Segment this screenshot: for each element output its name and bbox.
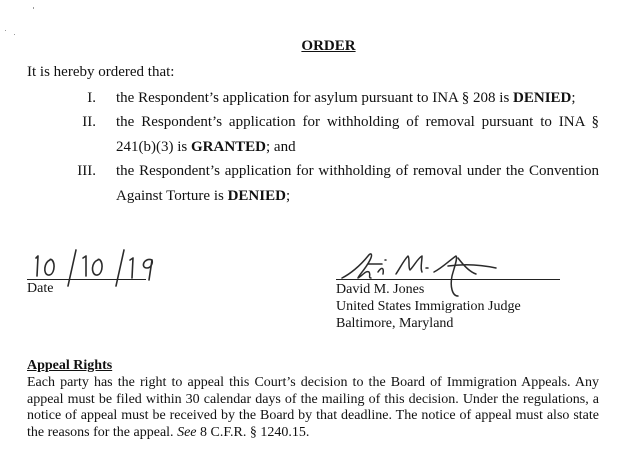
order-title: ORDER xyxy=(301,38,356,54)
judge-block xyxy=(336,281,521,332)
appeal-rights-body: Each party has the right to appeal this Court’s decision to the Board of Immigration Appeals. Any appeal must be filed within 30 calendar days of the mailing of this decision. Under the regulations, a notice of appeal must be received by the Board by that deadline. The notice of appeal must also state the reasons for the appeal. See 8 C.F.R. § 1240.15. xyxy=(27,375,599,440)
judge-signature-line xyxy=(336,279,560,280)
order-item-numeral: II. xyxy=(82,114,96,130)
scan-speck xyxy=(14,34,15,35)
judge-name: David M. Jones xyxy=(336,282,425,297)
see-signal: See xyxy=(177,424,197,440)
date-label: Date xyxy=(27,281,54,296)
order-item-text: the Respondent’s application for withholding of removal pursuant to INA § 241(b)(3) is GRANTED; and xyxy=(116,114,599,155)
order-item-numeral: I. xyxy=(87,90,96,106)
scan-speck xyxy=(33,7,34,9)
order-item-text: the Respondent’s application for asylum pursuant to INA § 208 is DENIED; xyxy=(116,90,576,106)
order-item-numeral: III. xyxy=(77,163,96,179)
decision-granted: GRANTED xyxy=(191,139,267,155)
judge-location: Baltimore, Maryland xyxy=(336,316,454,331)
judge-title: United States Immigration Judge xyxy=(336,299,521,314)
scan-speck xyxy=(5,30,6,31)
order-intro: It is hereby ordered that: xyxy=(27,64,175,80)
order-item-text: the Respondent’s application for withholding of removal under the Convention Against Torture is DENIED; xyxy=(116,163,599,204)
decision-denied: DENIED xyxy=(513,90,572,106)
decision-denied: DENIED xyxy=(227,188,286,204)
date-signature-line xyxy=(27,279,146,280)
appeal-rights-heading: Appeal Rights xyxy=(27,358,113,373)
